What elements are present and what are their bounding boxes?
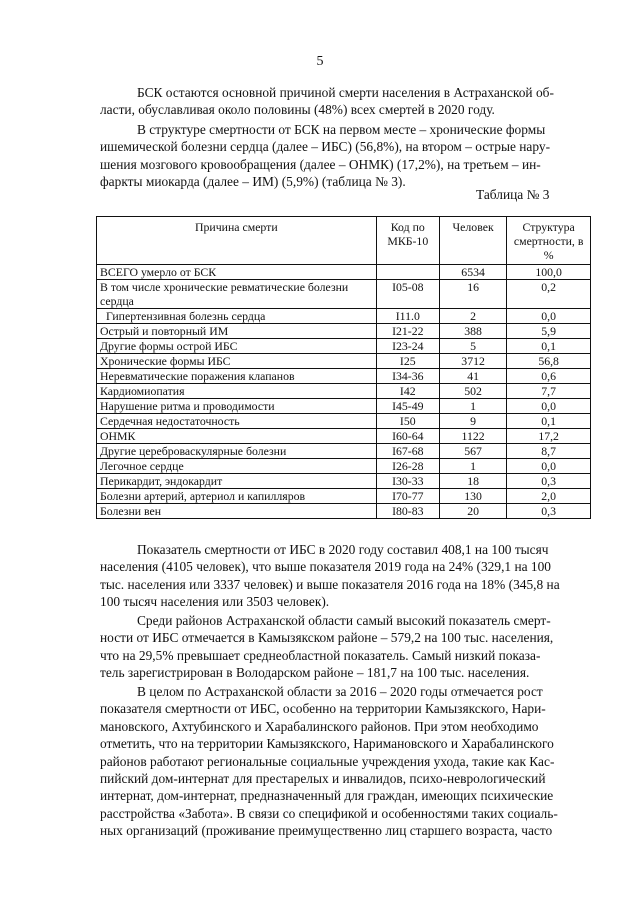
- cell-cause: Неревматические поражения клапанов: [97, 369, 377, 384]
- cell-share: 0,3: [507, 504, 591, 519]
- table-row: [97, 459, 591, 474]
- cell-cause: Гипертензивная болезнь сердца: [97, 309, 377, 324]
- cell-share: 56,8: [507, 354, 591, 369]
- header-share: Структура смертности, в %: [507, 217, 591, 265]
- text-line: что на 29,5% превышает среднеобластной показатель. Самый низкий показа-: [100, 647, 541, 663]
- cell-cause: Хронические формы ИБС: [97, 354, 377, 369]
- paragraph-trend: [100, 683, 598, 840]
- header-code: Код по МКБ-10: [376, 217, 439, 265]
- cell-cause: Легочное сердце: [97, 459, 377, 474]
- text-line: Среди районов Астраханской области самый высокий показатель смерт-: [137, 613, 551, 628]
- table-body: [97, 265, 591, 519]
- table-header-row: [97, 217, 591, 265]
- table-row: [97, 474, 591, 489]
- paragraph-ibs-rate: [100, 541, 598, 611]
- cell-code: I11.0: [376, 309, 439, 324]
- cell-code: I30-33: [376, 474, 439, 489]
- cell-code: I42: [376, 384, 439, 399]
- cell-people: 6534: [439, 265, 506, 280]
- cell-cause: В том числе хронические ревматические болезни сердца: [97, 280, 377, 309]
- text-line: 100 тысяч населения или 3503 человек).: [100, 594, 330, 610]
- cell-share: 8,7: [507, 444, 591, 459]
- cell-share: 0,3: [507, 474, 591, 489]
- table-caption: Таблица № 3: [476, 187, 550, 202]
- text-line: интернат, дом-интернат, предназначенный для граждан, имеющих психические: [100, 788, 554, 804]
- cell-code: I50: [376, 414, 439, 429]
- text-line: отметить, что на территории Камызякского, Наримановского и Харабалинского: [100, 736, 554, 752]
- table-row: [97, 324, 591, 339]
- text-line: тель зарегистрирован в Володарском районе – 181,7 на 100 тыс. населения.: [100, 665, 530, 681]
- table-row: [97, 369, 591, 384]
- cell-people: 41: [439, 369, 506, 384]
- text-line: В целом по Астраханской области за 2016 – 2020 годы отмечается рост: [137, 684, 543, 699]
- paragraph-structure: [100, 121, 598, 191]
- cell-code: [376, 265, 439, 280]
- cell-share: 7,7: [507, 384, 591, 399]
- cell-share: 5,9: [507, 324, 591, 339]
- cell-cause: Сердечная недостаточность: [97, 414, 377, 429]
- text-line: В структуре смертности от БСК на первом месте – хронические формы: [137, 122, 546, 137]
- cell-code: I34-36: [376, 369, 439, 384]
- cell-people: 20: [439, 504, 506, 519]
- cell-cause: ОНМК: [97, 429, 377, 444]
- cell-share: 2,0: [507, 489, 591, 504]
- text-line: БСК остаются основной причиной смерти населения в Астраханской об-: [137, 85, 554, 100]
- table-row: [97, 444, 591, 459]
- cell-code: I45-49: [376, 399, 439, 414]
- cell-share: 0,1: [507, 339, 591, 354]
- cell-code: I70-77: [376, 489, 439, 504]
- text-line: ности от ИБС отмечается в Камызякском районе – 579,2 на 100 тыс. населения,: [100, 630, 554, 646]
- cell-cause: Другие формы острой ИБС: [97, 339, 377, 354]
- paragraph-districts: [100, 612, 598, 682]
- text-line: населения (4105 человек), что выше показателя 2019 года на 24% (329,1 на 100: [100, 559, 551, 575]
- text-line: ласти, обуславливая около половины (48%) всех смертей в 2020 году.: [100, 102, 495, 118]
- text-line: тыс. населения или 3337 человек) и выше показателя 2016 года на 18% (345,8 на: [100, 576, 560, 592]
- cell-share: 100,0: [507, 265, 591, 280]
- cell-cause: Острый и повторный ИМ: [97, 324, 377, 339]
- cell-code: I60-64: [376, 429, 439, 444]
- table-row: [97, 265, 591, 280]
- cell-cause: Болезни артерий, артериол и капилляров: [97, 489, 377, 504]
- cell-share: 0,1: [507, 414, 591, 429]
- cell-code: I67-68: [376, 444, 439, 459]
- text-line: пийский дом-интернат для престарелых и инвалидов, психо-неврологический: [100, 771, 546, 787]
- cell-code: I05-08: [376, 280, 439, 309]
- table-row: [97, 504, 591, 519]
- header-cause: Причина смерти: [97, 217, 377, 265]
- cell-code: I23-24: [376, 339, 439, 354]
- table-row: [97, 429, 591, 444]
- cell-share: 0,0: [507, 309, 591, 324]
- cell-share: 0,6: [507, 369, 591, 384]
- cell-code: I25: [376, 354, 439, 369]
- page-number: 5: [316, 54, 324, 69]
- table-row: [97, 399, 591, 414]
- text-line: расстройства «Забота». В связи со спецификой и особенностями таких социаль-: [100, 805, 558, 821]
- cell-cause: Перикардит, эндокардит: [97, 474, 377, 489]
- cell-code: I21-22: [376, 324, 439, 339]
- text-line: мановского, Ахтубинского и Харабалинского районов. При этом необходимо: [100, 718, 539, 734]
- cell-share: 0,0: [507, 399, 591, 414]
- cell-cause: Кардиомиопатия: [97, 384, 377, 399]
- table-row: [97, 339, 591, 354]
- text-line: ишемической болезни сердца (далее – ИБС) (56,8%), на втором – острые нару-: [100, 139, 551, 155]
- cell-people: 130: [439, 489, 506, 504]
- table-row: [97, 384, 591, 399]
- cell-cause: ВСЕГО умерло от БСК: [97, 265, 377, 280]
- text-line: ных организаций (проживание преимущественно лиц старшего возраста, часто: [100, 823, 553, 839]
- cell-code: I26-28: [376, 459, 439, 474]
- cell-share: 17,2: [507, 429, 591, 444]
- table-row: [97, 489, 591, 504]
- cell-people: 5: [439, 339, 506, 354]
- cell-people: 18: [439, 474, 506, 489]
- cell-people: 2: [439, 309, 506, 324]
- cell-cause: Болезни вен: [97, 504, 377, 519]
- cell-people: 1122: [439, 429, 506, 444]
- cell-people: 502: [439, 384, 506, 399]
- cell-cause: Нарушение ритма и проводимости: [97, 399, 377, 414]
- table-row: [97, 280, 591, 309]
- cell-people: 1: [439, 399, 506, 414]
- text-line: районов работают региональные социальные учреждения ухода, такие как Кас-: [100, 753, 555, 769]
- cell-people: 1: [439, 459, 506, 474]
- cell-people: 567: [439, 444, 506, 459]
- text-line: фаркты миокарда (далее – ИМ) (5,9%) (таблица № 3).: [100, 174, 406, 190]
- cell-people: 9: [439, 414, 506, 429]
- text-line: шения мозгового кровообращения (далее – ОНМК) (17,2%), на третьем – ин-: [100, 156, 541, 172]
- cell-code: I80-83: [376, 504, 439, 519]
- paragraph-intro: [100, 84, 598, 119]
- text-line: Показатель смертности от ИБС в 2020 году составил 408,1 на 100 тысяч: [137, 542, 549, 557]
- cell-people: 388: [439, 324, 506, 339]
- cell-cause: Другие цереброваскулярные болезни: [97, 444, 377, 459]
- header-people: Человек: [439, 217, 506, 265]
- cell-people: 3712: [439, 354, 506, 369]
- cell-share: 0,2: [507, 280, 591, 309]
- text-line: показателя смертности от ИБС, особенно на территории Камызякского, Нари-: [100, 701, 546, 717]
- table-row: [97, 354, 591, 369]
- mortality-table: [96, 216, 591, 519]
- cell-share: 0,0: [507, 459, 591, 474]
- table-row: [97, 309, 591, 324]
- cell-people: 16: [439, 280, 506, 309]
- table-row: [97, 414, 591, 429]
